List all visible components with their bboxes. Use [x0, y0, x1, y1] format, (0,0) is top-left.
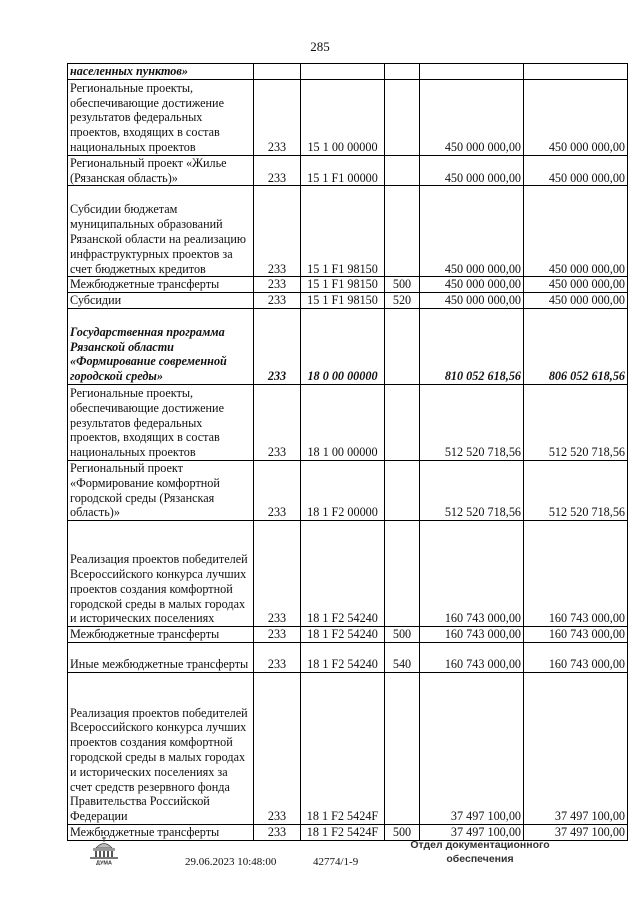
- expense-type-code: [385, 308, 420, 384]
- ministry-code: [254, 64, 301, 80]
- amount-year-1: 450 000 000,00: [420, 186, 524, 277]
- expense-type-code: [385, 460, 420, 520]
- row-name: Региональный проект «Формирование комфортной городской среды (Рязанская область)»: [68, 460, 254, 520]
- ministry-code: 233: [254, 824, 301, 840]
- expense-type-code: [385, 672, 420, 824]
- target-article-code: 18 1 F2 54240: [301, 642, 385, 672]
- table-row: [68, 460, 628, 520]
- expense-type-code: 540: [385, 642, 420, 672]
- amount-year-2: 160 743 000,00: [524, 521, 628, 627]
- target-article-code: 18 1 F2 5424F: [301, 824, 385, 840]
- row-name: Региональный проект «Жилье (Рязанская область)»: [68, 155, 254, 186]
- amount-year-2: 160 743 000,00: [524, 627, 628, 643]
- target-article-code: 15 1 F1 98150: [301, 277, 385, 293]
- expense-type-code: 500: [385, 277, 420, 293]
- ministry-code: 233: [254, 460, 301, 520]
- ministry-code: 233: [254, 642, 301, 672]
- amount-year-1: 810 052 618,56: [420, 308, 524, 384]
- amount-year-2: 450 000 000,00: [524, 79, 628, 155]
- target-article-code: 18 1 00 00000: [301, 384, 385, 460]
- row-name: Региональные проекты, обеспечивающие достижение результатов федеральных проектов, входящих в состав национальных проектов: [68, 384, 254, 460]
- ministry-code: 233: [254, 277, 301, 293]
- ministry-code: 233: [254, 293, 301, 309]
- table-row: [68, 627, 628, 643]
- page-number: 285: [310, 39, 330, 54]
- amount-year-1: 450 000 000,00: [420, 277, 524, 293]
- table-row: [68, 64, 628, 80]
- table-row: [68, 384, 628, 460]
- amount-year-2: 37 497 100,00: [524, 824, 628, 840]
- row-name: населенных пунктов»: [68, 64, 254, 80]
- row-name: Межбюджетные трансферты: [68, 627, 254, 643]
- expense-type-code: 520: [385, 293, 420, 309]
- row-name: Региональные проекты, обеспечивающие достижение результатов федеральных проектов, входящих в состав национальных проектов: [68, 79, 254, 155]
- amount-year-1: 450 000 000,00: [420, 79, 524, 155]
- footer-office-stamp: [400, 838, 560, 866]
- row-name: Иные межбюджетные трансферты: [68, 642, 254, 672]
- row-name: Межбюджетные трансферты: [68, 277, 254, 293]
- ministry-code: 233: [254, 627, 301, 643]
- row-name: Субсидии бюджетам муниципальных образований Рязанской области на реализацию инфраструктурных проектов за счет бюджетных кредитов: [68, 186, 254, 277]
- expense-type-code: 500: [385, 824, 420, 840]
- target-article-code: [301, 64, 385, 80]
- ministry-code: 233: [254, 521, 301, 627]
- amount-year-2: [524, 64, 628, 80]
- footer-datetime: 29.06.2023 10:48:00: [185, 856, 277, 868]
- target-article-code: 15 1 F1 98150: [301, 186, 385, 277]
- table-row: [68, 79, 628, 155]
- amount-year-2: 450 000 000,00: [524, 186, 628, 277]
- amount-year-2: 450 000 000,00: [524, 293, 628, 309]
- target-article-code: 18 1 F2 00000: [301, 460, 385, 520]
- amount-year-2: 160 743 000,00: [524, 642, 628, 672]
- amount-year-1: 160 743 000,00: [420, 521, 524, 627]
- amount-year-2: 450 000 000,00: [524, 277, 628, 293]
- ministry-code: 233: [254, 79, 301, 155]
- amount-year-2: 37 497 100,00: [524, 672, 628, 824]
- target-article-code: 18 0 00 00000: [301, 308, 385, 384]
- row-name: Реализация проектов победителей Всероссийского конкурса лучших проектов создания комфортной городской среды в малых городах и исторических поселениях: [68, 521, 254, 627]
- amount-year-1: 160 743 000,00: [420, 642, 524, 672]
- expense-type-code: [385, 521, 420, 627]
- amount-year-2: 806 052 618,56: [524, 308, 628, 384]
- ministry-code: 233: [254, 155, 301, 186]
- target-article-code: 18 1 F2 54240: [301, 521, 385, 627]
- table-row: [68, 521, 628, 627]
- target-article-code: 15 1 F1 98150: [301, 293, 385, 309]
- row-name: Межбюджетные трансферты: [68, 824, 254, 840]
- amount-year-1: 450 000 000,00: [420, 155, 524, 186]
- amount-year-1: 160 743 000,00: [420, 627, 524, 643]
- target-article-code: 15 1 F1 00000: [301, 155, 385, 186]
- amount-year-1: 450 000 000,00: [420, 293, 524, 309]
- table-row: [68, 308, 628, 384]
- table-row: [68, 672, 628, 824]
- table-row: [68, 155, 628, 186]
- logo-text: ДУМА: [96, 860, 112, 865]
- expense-type-code: [385, 64, 420, 80]
- ministry-code: 233: [254, 672, 301, 824]
- expense-type-code: [385, 186, 420, 277]
- table-row: [68, 186, 628, 277]
- expense-type-code: [385, 384, 420, 460]
- amount-year-1: [420, 64, 524, 80]
- table-row: [68, 293, 628, 309]
- target-article-code: 15 1 00 00000: [301, 79, 385, 155]
- amount-year-2: 512 520 718,56: [524, 384, 628, 460]
- expense-type-code: 500: [385, 627, 420, 643]
- amount-year-1: 512 520 718,56: [420, 460, 524, 520]
- duma-logo-icon: [87, 835, 121, 865]
- ministry-code: 233: [254, 186, 301, 277]
- office-line-2: обеспечения: [446, 853, 514, 865]
- expense-type-code: [385, 79, 420, 155]
- ministry-code: 233: [254, 308, 301, 384]
- row-name: Субсидии: [68, 293, 254, 309]
- budget-table: [67, 63, 628, 841]
- row-name: Государственная программа Рязанской области «Формирование современной городской среды»: [68, 308, 254, 384]
- amount-year-2: 450 000 000,00: [524, 155, 628, 186]
- target-article-code: 18 1 F2 5424F: [301, 672, 385, 824]
- expense-type-code: [385, 155, 420, 186]
- amount-year-1: 37 497 100,00: [420, 824, 524, 840]
- office-line-1: Отдел документационного: [410, 839, 550, 851]
- table-row: [68, 277, 628, 293]
- table-row: [68, 642, 628, 672]
- amount-year-1: 37 497 100,00: [420, 672, 524, 824]
- amount-year-1: 512 520 718,56: [420, 384, 524, 460]
- amount-year-2: 512 520 718,56: [524, 460, 628, 520]
- footer-doc-number: 42774/1-9: [313, 856, 359, 868]
- ministry-code: 233: [254, 384, 301, 460]
- target-article-code: 18 1 F2 54240: [301, 627, 385, 643]
- row-name: Реализация проектов победителей Всероссийского конкурса лучших проектов создания комфортной городской среды в малых городах и исторических поселениях за счет средств резервного фонда Правительства Российской Федерации: [68, 672, 254, 824]
